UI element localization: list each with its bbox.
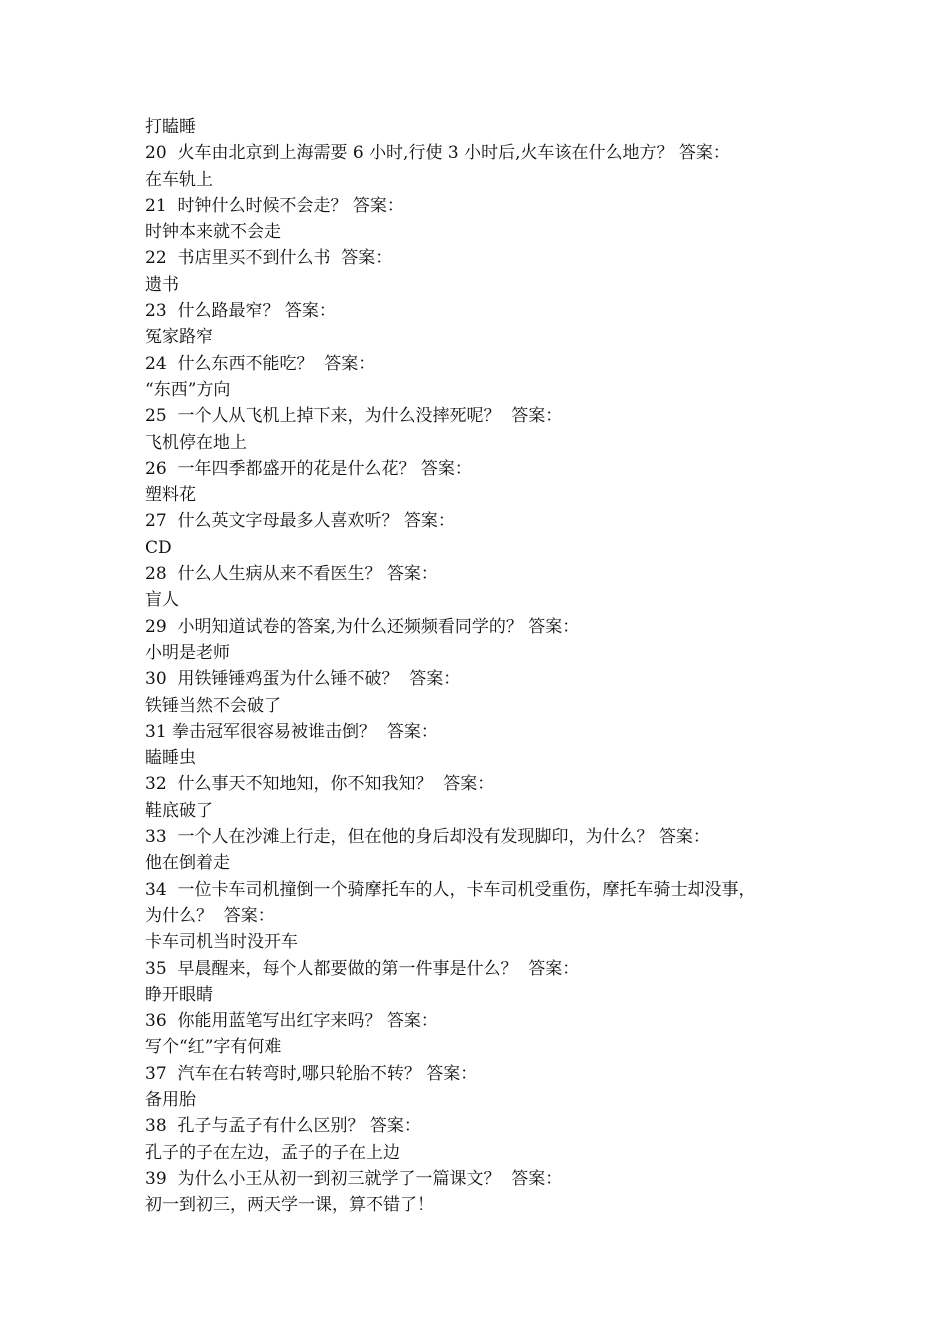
answer-line: 飞机停在地上	[145, 432, 247, 453]
answer-line: 他在倒着走	[145, 853, 230, 874]
answer-line: 盲人	[145, 590, 179, 611]
question-line: 24 什么东西不能吃？ 答案：	[145, 353, 376, 374]
answer-line: 备用胎	[145, 1089, 196, 1110]
answer-line: 卡车司机当时没开车	[145, 932, 298, 953]
answer-line: 遗书	[145, 274, 179, 295]
question-line: 35 早晨醒来，每个人都要做的第一件事是什么？ 答案：	[145, 958, 580, 979]
question-line: 31 拳击冠军很容易被谁击倒？ 答案：	[145, 721, 438, 742]
text-line: 打瞌睡	[145, 117, 196, 137]
answer-line: 孔子的子在左边，孟子的子在上边	[145, 1142, 400, 1163]
question-line: 33 一个人在沙滩上行走，但在他的身后却没有发现脚印，为什么？ 答案：	[145, 827, 710, 848]
answer-line: 鞋底破了	[145, 800, 213, 821]
answer-line: 写个“红”字有何难	[145, 1037, 282, 1058]
question-line: 30 用铁锤锤鸡蛋为什么锤不破？ 答案：	[145, 669, 461, 690]
question-line: 36 你能用蓝笔写出红字来吗？ 答案：	[145, 1011, 438, 1032]
answer-line: “东西”方向	[145, 379, 231, 400]
answer-line: 瞌睡虫	[145, 748, 196, 769]
document-body	[145, 114, 835, 1218]
answer-line: 在车轨上	[145, 169, 213, 190]
answer-line: 睁开眼睛	[145, 984, 213, 1005]
answer-line: 冤家路窄	[145, 327, 213, 348]
answer-line: CD	[145, 537, 172, 558]
question-line: 29 小明知道试卷的答案,为什么还频频看同学的？ 答案：	[145, 616, 580, 637]
answer-line: 塑料花	[145, 485, 196, 506]
question-line: 26 一年四季都盛开的花是什么花？ 答案：	[145, 458, 472, 479]
question-line: 39 为什么小王从初一到初三就学了一篇课文？ 答案：	[145, 1168, 563, 1189]
answer-line: 铁锤当然不会破了	[145, 695, 281, 716]
question-line: 25 一个人从飞机上掉下来，为什么没摔死呢？ 答案：	[145, 406, 563, 427]
question-line: 20 火车由北京到上海需要 6 小时,行使 3 小时后,火车该在什么地方？ 答案：	[145, 143, 730, 164]
question-line: 27 什么英文字母最多人喜欢听？ 答案：	[145, 511, 455, 532]
question-line: 21 时钟什么时候不会走？ 答案：	[145, 195, 404, 216]
question-line: 32 什么事天不知地知，你不知我知？ 答案：	[145, 774, 495, 795]
question-line-continued: 为什么？ 答案：	[145, 905, 275, 926]
question-line: 22 书店里买不到什么书 答案：	[145, 248, 393, 269]
question-line: 38 孔子与孟子有什么区别？ 答案：	[145, 1116, 421, 1137]
question-line: 23 什么路最窄？ 答案：	[145, 301, 336, 322]
answer-line: 初一到初三，两天学一课，算不错了！	[145, 1195, 434, 1216]
answer-line: 小明是老师	[145, 642, 230, 663]
answer-line: 时钟本来就不会走	[145, 222, 281, 243]
question-line: 37 汽车在右转弯时,哪只轮胎不转？ 答案：	[145, 1063, 478, 1084]
question-line: 28 什么人生病从来不看医生？ 答案：	[145, 564, 438, 585]
question-line: 34 一位卡车司机撞倒一个骑摩托车的人，卡车司机受重伤，摩托车骑士却没事，	[145, 879, 756, 900]
